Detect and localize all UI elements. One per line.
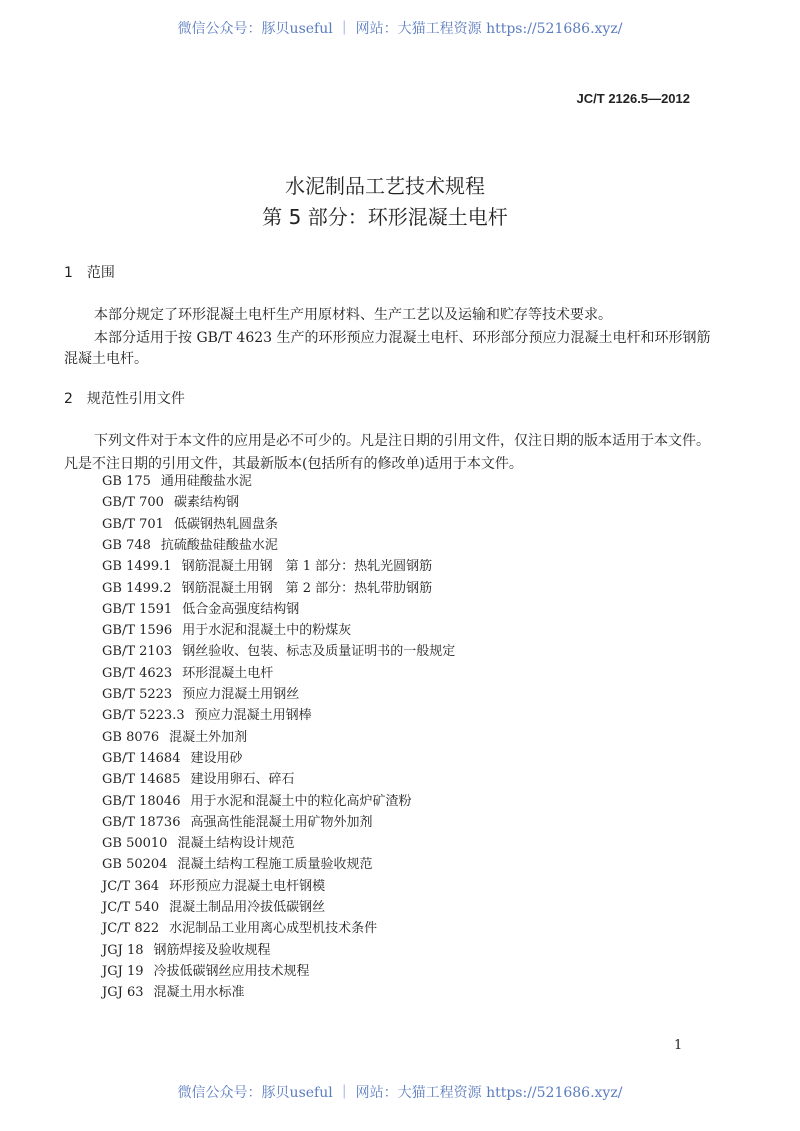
reference-title: 建设用卵石、碎石 <box>190 772 295 788</box>
reference-title: 混凝土结构设计规范 <box>177 836 295 852</box>
reference-item <box>102 534 278 553</box>
reference-code: JGJ 19 <box>102 963 144 979</box>
reference-item <box>102 747 243 766</box>
reference-code: GB/T 5223 <box>102 687 173 702</box>
reference-code: GB/T 700 <box>102 495 164 511</box>
reference-code: GB 1499.2 <box>102 580 172 596</box>
section-2-para: 下列文件对于本文件的应用是必不可少的。凡是注日期的引用文件，仅注日期的版本适用于本文件。 <box>94 433 710 449</box>
reference-title: 钢筋混凝土用钢 第 1 部分：热轧光圆钢筋 <box>181 559 433 575</box>
title-line-1: 水泥制品工艺技术规程 <box>285 174 485 198</box>
reference-item <box>102 577 432 596</box>
reference-title: 预应力混凝土用钢丝 <box>182 687 300 702</box>
reference-item <box>102 896 325 915</box>
reference-code: GB 175 <box>102 474 151 489</box>
reference-code: GB/T 18736 <box>102 814 181 830</box>
reference-item <box>102 853 372 872</box>
reference-item <box>102 875 325 894</box>
reference-title: 钢筋混凝土用钢 第 2 部分：热轧带肋钢筋 <box>181 580 433 596</box>
reference-title: 环形预应力混凝土电杆钢模 <box>169 878 326 894</box>
reference-title: 环形混凝土电杆 <box>182 665 274 681</box>
reference-item <box>102 768 295 787</box>
reference-title: 低合金高强度结构钢 <box>182 601 300 617</box>
reference-item <box>102 598 299 617</box>
reference-code: GB/T 14685 <box>102 772 181 788</box>
reference-code: JC/T 364 <box>102 878 160 894</box>
reference-code: GB 50010 <box>102 836 168 852</box>
reference-code: JGJ 63 <box>102 985 144 1001</box>
reference-item <box>102 491 239 510</box>
reference-item <box>102 704 312 723</box>
reference-code: GB 8076 <box>102 729 160 745</box>
reference-title: 混凝土用水标准 <box>153 985 245 1001</box>
reference-code: JC/T 822 <box>102 921 160 937</box>
reference-item <box>102 640 455 659</box>
standard-code: JC/T 2126.5—2012 <box>576 91 690 106</box>
reference-item <box>102 513 278 532</box>
reference-code: GB 748 <box>102 537 151 553</box>
reference-title: 建设用砂 <box>190 750 243 766</box>
reference-title: 用于水泥和混凝土中的粉煤灰 <box>182 623 352 639</box>
reference-item <box>102 917 377 936</box>
section-2-para-cont: 凡是不注日期的引用文件，其最新版本(包括所有的修改单)适用于本文件。 <box>64 456 523 472</box>
title-line-2: 第 5 部分：环形混凝土电杆 <box>262 205 508 229</box>
reference-code: GB/T 5223.3 <box>102 708 185 724</box>
reference-title: 高强高性能混凝土用矿物外加剂 <box>190 814 373 830</box>
reference-item <box>102 683 299 702</box>
footer-watermark: 微信公众号：豚贝useful ｜ 网站：大猫工程资源 https://521686.xyz/ <box>177 1085 623 1101</box>
reference-title: 低碳钢热轧圆盘条 <box>173 516 278 532</box>
section-2-heading: 2 规范性引用文件 <box>64 391 185 407</box>
reference-code: GB/T 1596 <box>102 623 173 639</box>
reference-item <box>102 619 351 638</box>
reference-code: GB/T 1591 <box>102 601 173 617</box>
header-watermark: 微信公众号：豚贝useful ｜ 网站：大猫工程资源 https://521686.xyz/ <box>177 21 623 37</box>
reference-title: 混凝土结构工程施工质量验收规范 <box>177 857 373 873</box>
reference-item <box>102 470 252 489</box>
reference-title: 用于水泥和混凝土中的粒化高炉矿渣粉 <box>190 793 412 809</box>
reference-title: 抗硫酸盐硅酸盐水泥 <box>160 537 278 553</box>
reference-item <box>102 939 271 958</box>
reference-code: JGJ 18 <box>102 942 144 958</box>
reference-code: JC/T 540 <box>102 900 160 915</box>
reference-code: GB/T 18046 <box>102 793 181 809</box>
reference-code: GB 1499.1 <box>102 559 172 575</box>
reference-title: 冷拔低碳钢丝应用技术规程 <box>153 963 310 979</box>
reference-title: 预应力混凝土用钢棒 <box>194 708 312 724</box>
page-number: 1 <box>674 1038 683 1053</box>
reference-item <box>102 726 247 745</box>
reference-code: GB/T 2103 <box>102 644 173 660</box>
reference-code: GB/T 4623 <box>102 665 173 681</box>
reference-code: GB/T 14684 <box>102 750 181 766</box>
reference-code: GB/T 701 <box>102 516 164 532</box>
section-1-para-2-cont: 混凝土电杆。 <box>64 351 148 367</box>
section-1-heading: 1 范围 <box>64 265 115 281</box>
reference-title: 通用硅酸盐水泥 <box>160 474 252 489</box>
reference-item <box>102 555 432 574</box>
section-1-para-1: 本部分规定了环形混凝土电杆生产用原材料、生产工艺以及运输和贮存等技术要求。 <box>94 307 612 323</box>
reference-title: 钢丝验收、包装、标志及质量证明书的一般规定 <box>182 644 456 660</box>
section-1-para-2: 本部分适用于按 GB/T 4623 生产的环形预应力混凝土电杆、环形部分预应力混凝土电杆和环形钢筋 <box>94 330 711 346</box>
reference-item <box>102 811 373 830</box>
reference-item <box>102 832 294 851</box>
reference-title: 钢筋焊接及验收规程 <box>153 942 271 958</box>
reference-item <box>102 662 273 681</box>
reference-title: 混凝土外加剂 <box>169 729 248 745</box>
reference-title: 水泥制品工业用离心成型机技术条件 <box>169 921 378 937</box>
reference-code: GB 50204 <box>102 857 168 873</box>
reference-title: 碳素结构钢 <box>173 495 239 511</box>
reference-title: 混凝土制品用冷拔低碳钢丝 <box>169 900 326 915</box>
reference-item <box>102 790 412 809</box>
reference-item <box>102 960 310 979</box>
reference-item <box>102 981 245 1000</box>
